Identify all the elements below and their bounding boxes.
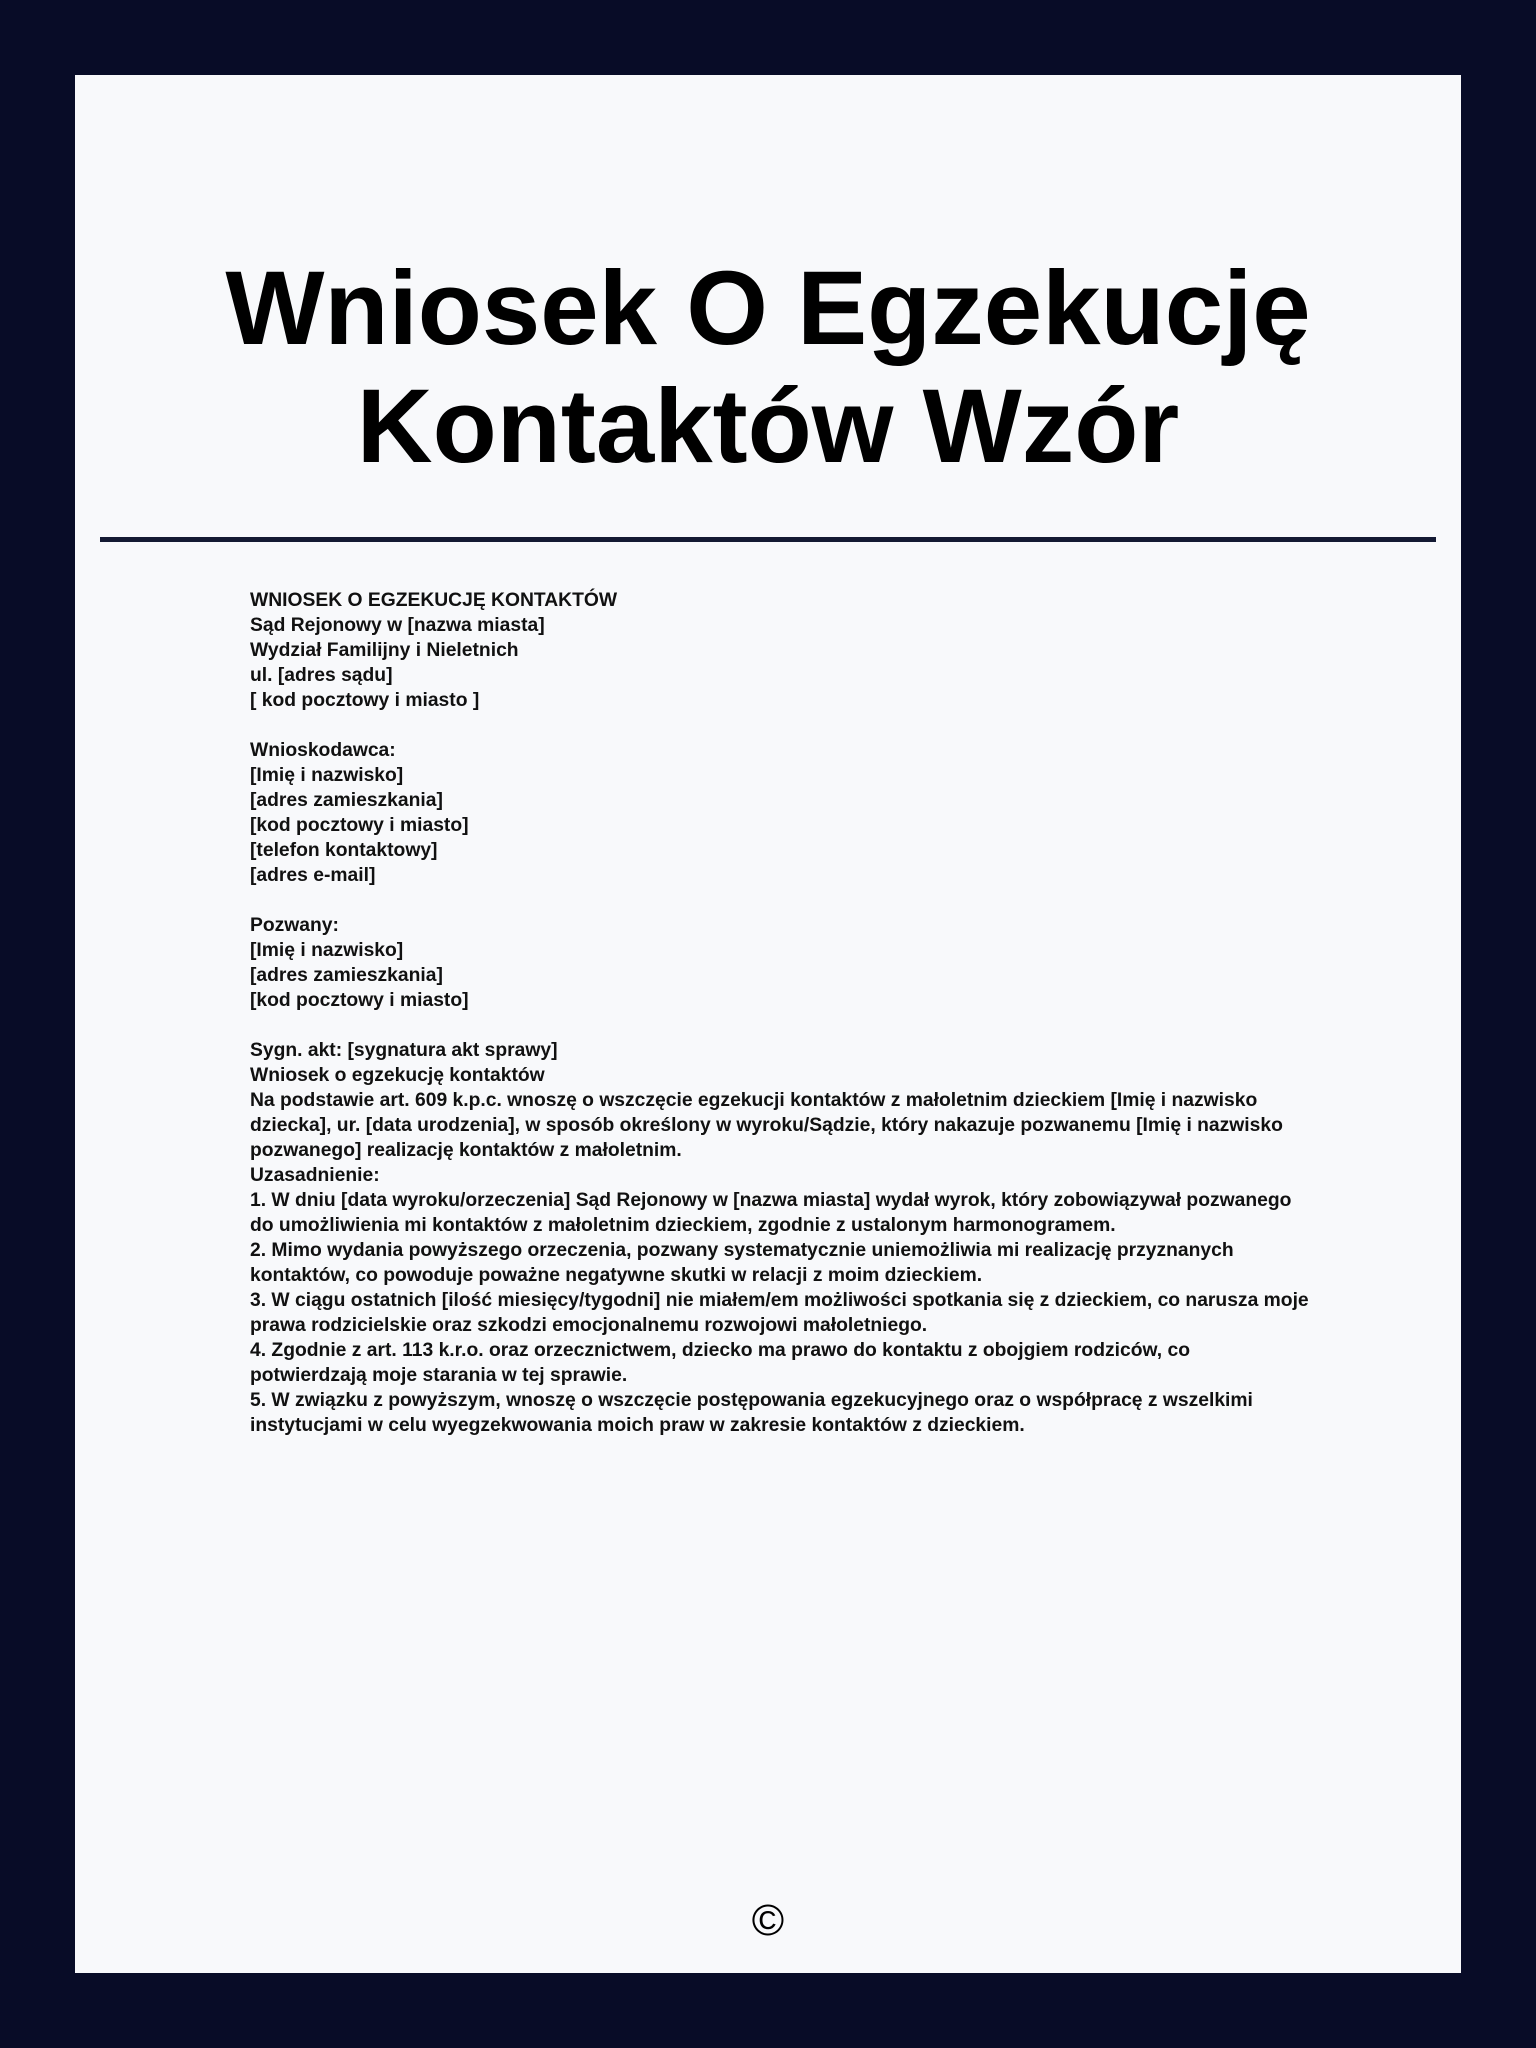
court-line: Sąd Rejonowy w [nazwa miasta] [250, 615, 545, 636]
court-line: ul. [adres sądu] [250, 665, 393, 686]
page-title [75, 250, 1461, 486]
justification-point: 1. W dniu [data wyroku/orzeczenia] Sąd Rejonowy w [nazwa miasta] wydał wyrok, który zobowiązywał pozwanego do umożliwienia mi kontaktów z małoletnim dzieckiem, zgodnie z ustalonym harmonogramem. [250, 1190, 1292, 1236]
justification-point: 2. Mimo wydania powyższego orzeczenia, pozwany systematycznie uniemożliwia mi realizację przyznanych kontaktów, co powoduje poważne negatywne skutki w relacji z moim dzieckiem. [250, 1240, 1234, 1286]
court-address [250, 613, 1310, 713]
respondent-line: Pozwany: [250, 915, 339, 936]
applicant-line: [adres e-mail] [250, 865, 376, 886]
respondent-line: [Imię i nazwisko] [250, 940, 404, 961]
title-line-2: Kontaktów Wzór [356, 368, 1180, 485]
case-number: Sygn. akt: [sygnatura akt sprawy] [250, 1040, 558, 1061]
justification-label: Uzasadnienie: [250, 1165, 380, 1186]
document-body [250, 588, 1310, 1438]
title-line-1: Wniosek O Egzekucję [225, 250, 1311, 367]
court-line: Wydział Familijny i Nieletnich [250, 640, 519, 661]
justification-point: 3. W ciągu ostatnich [ilość miesięcy/tygodni] nie miałem/em możliwości spotkania się z dzieckiem, co narusza moje prawa rodzicielskie oraz szkodzi emocjonalnemu rozwojowi małoletniego. [250, 1290, 1309, 1336]
applicant-line: Wnioskodawca: [250, 740, 396, 761]
justification-point: 5. W związku z powyższym, wnoszę o wszczęcie postępowania egzekucyjnego oraz o współpracę z wszelkimi instytucjami w celu wyegzekwowania moich praw w zakresie kontaktów z dzieckiem. [250, 1390, 1253, 1436]
document-page [75, 75, 1461, 1973]
applicant-line: [kod pocztowy i miasto] [250, 815, 469, 836]
divider [100, 537, 1436, 542]
applicant-line: [telefon kontaktowy] [250, 840, 438, 861]
respondent-block [250, 913, 1310, 1013]
respondent-line: [kod pocztowy i miasto] [250, 990, 469, 1011]
court-line: [ kod pocztowy i miasto ] [250, 690, 480, 711]
justification-point: 4. Zgodnie z art. 113 k.r.o. oraz orzecznictwem, dziecko ma prawo do kontaktu z obojgiem rodziców, co potwierdzają moje starania w tej sprawie. [250, 1340, 1190, 1386]
request-paragraph: Na podstawie art. 609 k.p.c. wnoszę o wszczęcie egzekucji kontaktów z małoletnim dzieckiem [Imię i nazwisko dziecka], ur. [data urodzenia], w sposób określony w wyroku/Sądzie, który nakazuje pozwanemu [Imię i nazwisko pozwanego] realizację kontaktów z małoletnim. [250, 1090, 1283, 1161]
copyright-icon: © [751, 1896, 785, 1945]
applicant-block [250, 738, 1310, 888]
applicant-line: [Imię i nazwisko] [250, 765, 404, 786]
applicant-line: [adres zamieszkania] [250, 790, 443, 811]
document-heading: WNIOSEK O EGZEKUCJĘ KONTAKTÓW [250, 590, 618, 611]
respondent-line: [adres zamieszkania] [250, 965, 443, 986]
request-subject: Wniosek o egzekucję kontaktów [250, 1065, 545, 1086]
